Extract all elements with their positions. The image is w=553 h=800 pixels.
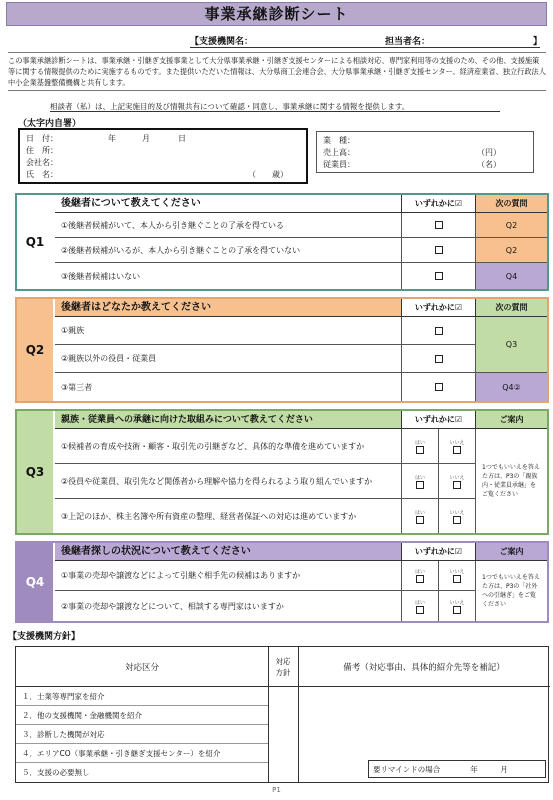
q2-checkbox-2[interactable] xyxy=(401,345,475,373)
q1-next-2: Q2 xyxy=(475,238,547,263)
q1-next-header: 次の質問 xyxy=(475,195,547,213)
q2-option-1: ①親族 xyxy=(55,317,401,345)
q2-checkbox-1[interactable] xyxy=(401,317,475,345)
q3-option-3: ③上記のほか、株主名簿や所有資産の整理、経営者保証への対応は進めていますか xyxy=(61,511,357,521)
page-number: P1 xyxy=(272,786,281,794)
policy-table xyxy=(15,646,549,783)
age-label: （ 歳） xyxy=(248,170,288,179)
q3-option-2: ②役員や従業員、取引先など関係者から理解や協力を得られるよう取り組んでいますか xyxy=(55,464,401,499)
policy-divider-2 xyxy=(298,647,299,782)
q2-checkbox-3[interactable] xyxy=(401,373,475,401)
industry-label: 業 種： xyxy=(323,136,355,145)
q2-next-a: Q3 xyxy=(475,317,547,373)
q4-option-1: ①事業の売却や譲渡などによって引継ぐ相手先の候補はありますか xyxy=(55,561,401,591)
q4-option-2: ②事業の売却や譲渡などについて、相談する専門家はいますか xyxy=(61,601,284,611)
q1-next-1: Q2 xyxy=(475,213,547,238)
date-label: 日 付： xyxy=(26,134,58,143)
q1-checkbox-3[interactable] xyxy=(401,263,475,289)
q1-label: Q1 xyxy=(17,195,53,289)
q2-option-2: ②親族以外の役員・従業員 xyxy=(55,345,401,373)
policy-col-action: 対応方針 xyxy=(268,647,298,687)
q3-heading: 親族・従業員への承継に向けた取組みについて教えてください xyxy=(55,411,401,429)
header-underline xyxy=(190,47,540,48)
q3-yes-2[interactable]: はい xyxy=(401,464,438,499)
q4-guide-header: ご案内 xyxy=(475,543,547,561)
q3-no-2[interactable]: いいえ xyxy=(438,464,475,499)
q4-no-2[interactable]: いいえ xyxy=(438,591,475,621)
applicant-info-box[interactable] xyxy=(18,128,308,184)
name-label: 氏 名： xyxy=(26,170,58,179)
header-close-bracket: 】 xyxy=(533,37,543,47)
year-label: 年 xyxy=(108,134,116,143)
q3-yes-1[interactable]: はい xyxy=(401,429,438,464)
q1-next-3: Q4 xyxy=(475,263,547,289)
policy-item-1: １．士業等専門家を紹介 xyxy=(16,687,268,706)
address-label: 住 所： xyxy=(26,146,58,155)
q3-either-header: いずれかに☑ xyxy=(401,411,475,429)
q1-option-3: ③後継者候補はいない xyxy=(61,271,141,281)
q1-either-header: いずれかに☑ xyxy=(401,195,475,213)
employees-unit: （名） xyxy=(477,160,501,169)
q4-no-1[interactable]: いいえ xyxy=(438,561,475,591)
q2-heading: 後継者はどなたか教えてください xyxy=(55,299,401,317)
company-label: 会社名： xyxy=(26,158,58,167)
q3-no-1[interactable]: いいえ xyxy=(438,429,475,464)
page-title: 事業承継診断シート xyxy=(204,5,349,23)
q4-label: Q4 xyxy=(17,543,53,621)
employees-label: 従業員： xyxy=(323,160,355,169)
q4-guide: 1つでもいいえを答えた方は、P3の「社外への引継ぎ」をご覧ください xyxy=(475,561,547,621)
q4-either-header: いずれかに☑ xyxy=(401,543,475,561)
q1-option-1: ①後継者候補がいて、本人から引き継ぐことの了承を得ている xyxy=(55,213,401,238)
q3-label: Q3 xyxy=(17,411,53,533)
q2-next-b: Q4② xyxy=(475,373,547,401)
remind-box[interactable]: 要リマインドの場合 年 月 xyxy=(368,760,546,778)
policy-item-5: ５．支援の必要無し xyxy=(22,768,90,778)
company-info-box[interactable] xyxy=(316,131,534,173)
self-signature-note: （太字内自署） xyxy=(18,119,82,129)
q1-option-2: ②後継者候補がいるが、本人から引き継ぐことの了承を得ていない xyxy=(55,238,401,263)
policy-item-2: ２．他の支援機関・金融機関を紹介 xyxy=(16,706,268,725)
q3-guide: 1つでもいいえを答えた方は、P3の「親族内・従業員承継」をご覧ください xyxy=(475,429,547,533)
person-label: 担当者名： xyxy=(385,37,431,47)
consent-text: 相談者（私）は、上記実施目的及び情報共有について確認・同意し、事業承継に関する情報を提供します。 xyxy=(50,102,410,111)
sales-label: 売上高： xyxy=(323,148,355,157)
q3-option-1: ①候補者の育成や技術・顧客・取引先の引継ぎなど、具体的な準備を進めていますか xyxy=(55,429,401,464)
q1-section xyxy=(15,193,549,291)
policy-item-3: ３．診断した機関が対応 xyxy=(16,725,268,744)
policy-col-category: 対応区分 xyxy=(16,647,268,687)
q1-heading: 後継者について教えてください xyxy=(55,195,401,213)
q4-heading: 後継者探しの状況について教えてください xyxy=(55,543,401,561)
q2-next-header: 次の質問 xyxy=(475,299,547,317)
agency-label: 【支援機関名： xyxy=(190,37,254,47)
policy-item-4: ４．エリアCO（事業承継・引き継ぎ支援センター）を紹介 xyxy=(16,744,268,763)
q2-label: Q2 xyxy=(17,299,53,401)
policy-divider-1 xyxy=(268,647,269,782)
q4-yes-1[interactable]: はい xyxy=(401,561,438,591)
q3-guide-header: ご案内 xyxy=(475,411,547,429)
q3-yes-3[interactable]: はい xyxy=(401,499,438,533)
q2-section xyxy=(15,297,549,403)
q4-section xyxy=(15,541,549,623)
q3-no-3[interactable]: いいえ xyxy=(438,499,475,533)
sales-unit: （円） xyxy=(477,148,501,157)
policy-title: 【支援機関方針】 xyxy=(8,632,81,642)
month-label: 月 xyxy=(142,134,150,143)
page-title-bar xyxy=(6,2,547,26)
q1-checkbox-1[interactable] xyxy=(401,213,475,238)
q1-checkbox-2[interactable] xyxy=(401,238,475,263)
q4-yes-2[interactable]: はい xyxy=(401,591,438,621)
q2-either-header: いずれかに☑ xyxy=(401,299,475,317)
policy-col-remarks: 備考（対応事由、具体的紹介先等を補記） xyxy=(298,647,550,687)
q3-section xyxy=(15,409,549,535)
q2-option-3: ③第三者 xyxy=(61,382,93,392)
day-label: 日 xyxy=(178,134,186,143)
intro-text: この事業承継診断シートは、事業承継・引継ぎ支援事業として大分県事業承継・引継ぎ支援センターによる相談対応、専門家利用等の支援のため、その他、支援施策等に関する情報提供のために実施するものです。また提供いただいた情報は、大分県商工会連合会、大分県事業承継・引継ぎ支援センター、経済産業省、独立行政法人中小企業基盤整備機構と共有します。 xyxy=(8,52,546,91)
consent-underline xyxy=(50,111,500,112)
